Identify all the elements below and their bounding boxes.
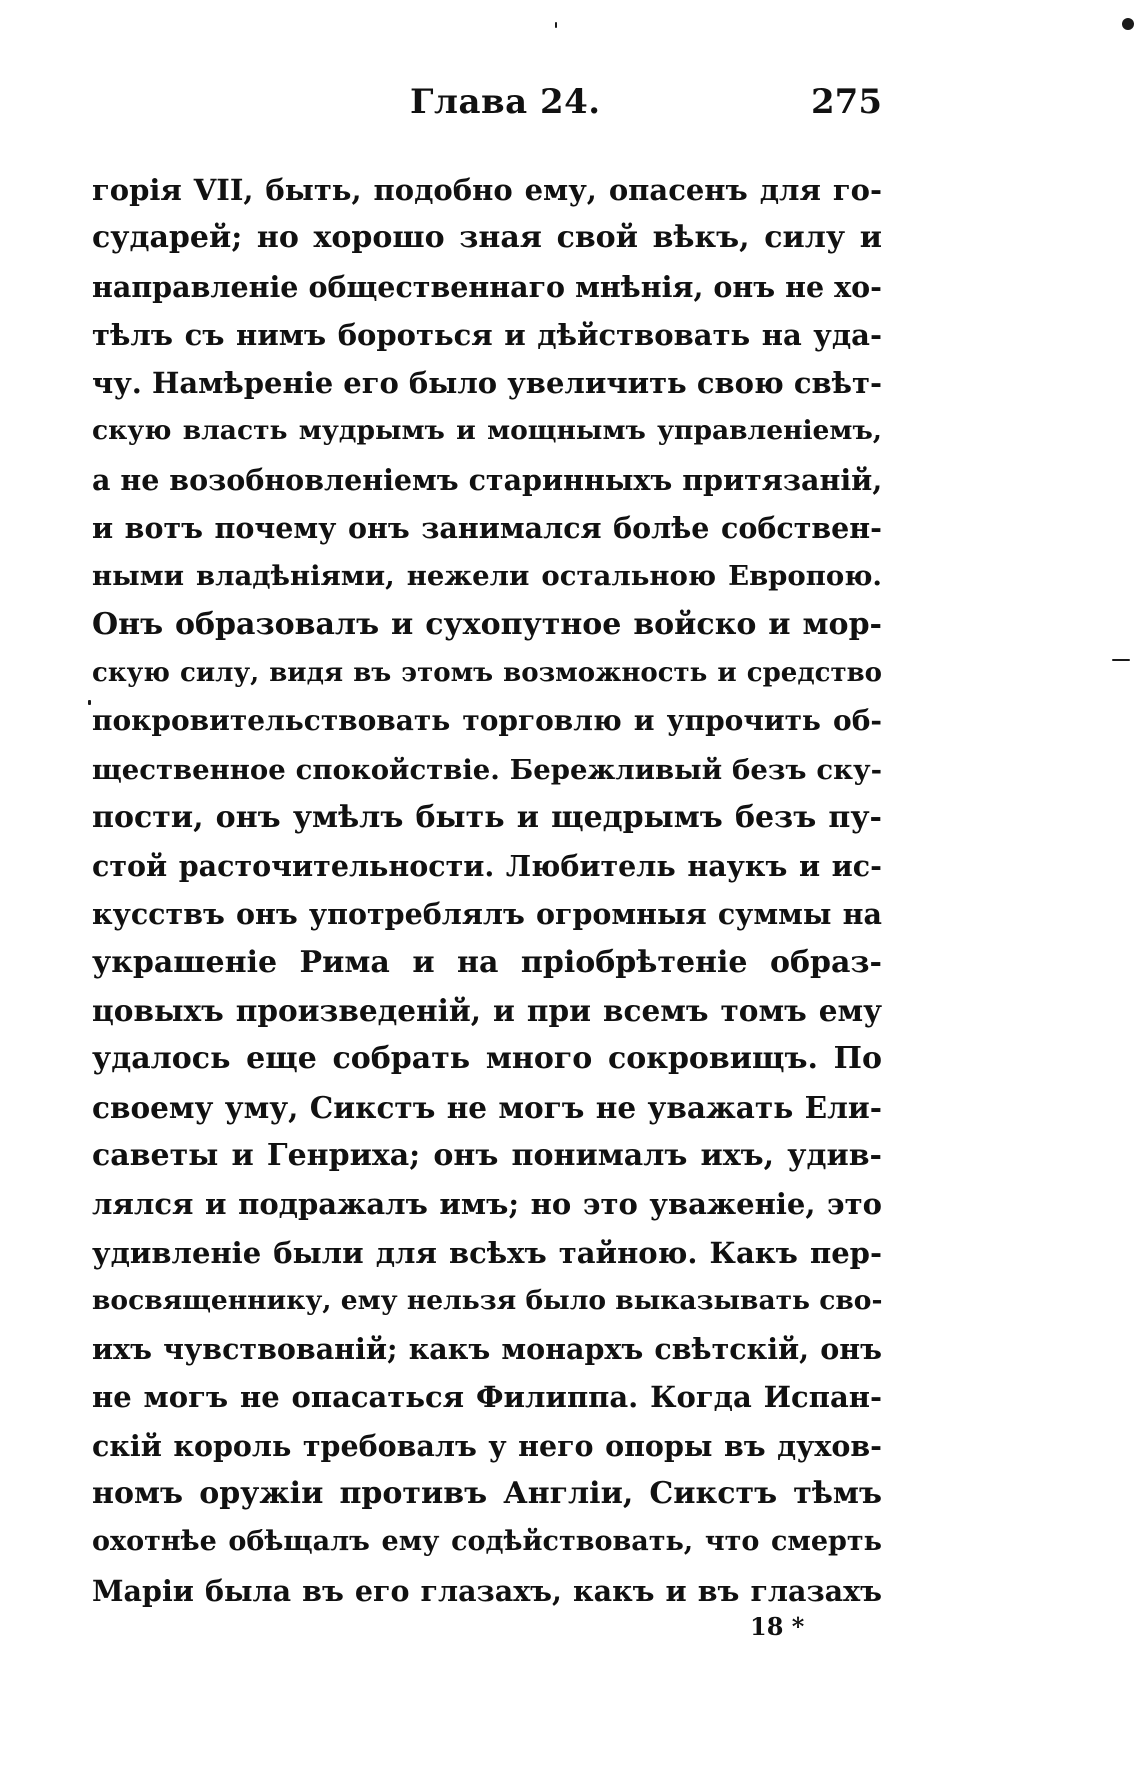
text-line: украшеніе Рима и на пріобрѣтеніе образ- — [92, 944, 882, 980]
text-line: скій король требовалъ у него опоры въ духов- — [92, 1428, 882, 1463]
text-line: своему уму, Сикстъ не могъ не уважать Ели- — [92, 1089, 882, 1125]
page-header — [92, 82, 882, 132]
text-line: тѣлъ съ нимъ бороться и дѣйствовать на уда- — [92, 317, 882, 352]
text-line: удалось еще собрать много сокровищъ. По — [92, 1041, 882, 1077]
text-line: номъ оружіи противъ Англіи, Сикстъ тѣмъ — [92, 1476, 882, 1512]
text-line: скую власть мудрымъ и мощнымъ управленіемъ, — [92, 415, 882, 447]
body-text — [92, 166, 882, 1615]
text-line: охотнѣе обѣщалъ ему содѣйствовать, что смерть — [92, 1526, 882, 1558]
page-number: 275 — [811, 82, 882, 122]
text-line: а не возобновленіемъ старинныхъ притязаній, — [92, 462, 882, 497]
text-line: Маріи была въ его глазахъ, какъ и въ глазахъ — [92, 1573, 882, 1608]
text-line: направленіе общественнаго мнѣнія, онъ не хо- — [92, 269, 882, 304]
text-line: щественное спокойствіе. Бережливый безъ ску- — [92, 753, 882, 786]
signature-mark: 18 * — [750, 1612, 805, 1641]
text-line: цовыхъ произведеній, и при всемъ томъ ему — [92, 993, 882, 1029]
text-line: Онъ образовалъ и сухопутное войско и мор- — [92, 606, 882, 642]
scan-speck — [555, 22, 557, 28]
text-line: пости, онъ умѣлъ быть и щедрымъ безъ пу- — [92, 799, 882, 835]
text-line: стой расточительности. Любитель наукъ и ис- — [92, 849, 882, 884]
scan-speck — [1122, 18, 1134, 30]
text-line: скую силу, видя въ этомъ возможность и средство — [92, 657, 882, 688]
text-line: покровительствовать торговлю и упрочить об- — [92, 704, 882, 738]
text-line: восвященнику, ему нельзя было выказывать сво- — [92, 1284, 882, 1316]
scan-speck — [1112, 659, 1130, 661]
text-line: ными владѣніями, нежели остальною Европою. — [92, 560, 882, 593]
running-title: Глава 24. — [410, 82, 601, 122]
text-line: лялся и подражалъ имъ; но это уваженіе, это — [92, 1187, 882, 1222]
text-line: чу. Намѣреніе его было увеличить свою свѣт- — [92, 366, 882, 401]
scan-speck — [88, 700, 91, 705]
text-line: удивленіе были для всѣхъ тайною. Какъ пер- — [92, 1235, 882, 1270]
text-line: кусствъ онъ употреблялъ огромныя суммы на — [92, 897, 882, 932]
text-line: не могъ не опасаться Филиппа. Когда Испан- — [92, 1380, 882, 1415]
text-line: и вотъ почему онъ занимался болѣе собствен- — [92, 511, 882, 546]
text-line: горія VII, быть, подобно ему, опасенъ для го- — [92, 173, 882, 207]
text-line: ихъ чувствованій; какъ монархъ свѣтскій, онъ — [92, 1332, 882, 1367]
text-line: саветы и Генриха; онъ понималъ ихъ, удив- — [92, 1137, 882, 1173]
text-line: сударей; но хорошо зная свой вѣкъ, силу и — [92, 220, 882, 256]
